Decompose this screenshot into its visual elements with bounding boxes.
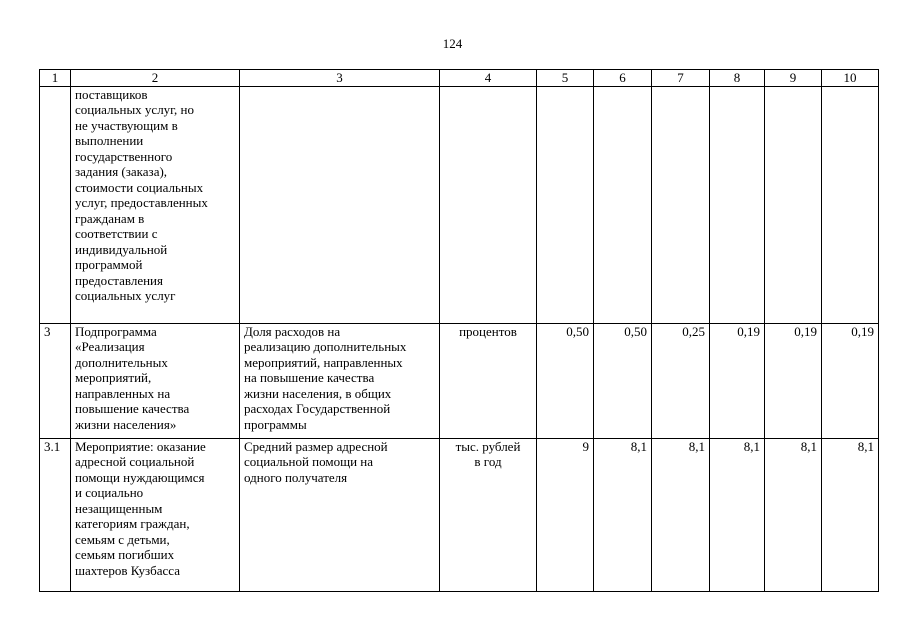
row-value-cell: 8,1 (652, 438, 710, 591)
header-cell: 3 (240, 70, 440, 87)
header-cell: 9 (765, 70, 822, 87)
row-value-cell: 0,50 (594, 323, 652, 438)
row-value-cell: 0,50 (537, 323, 594, 438)
row-name-cell: Подпрограмма «Реализация дополнительных мероприятий, направленных на повышение качества жизни населения» (71, 323, 240, 438)
table-row (40, 323, 879, 438)
row-value-cell (710, 86, 765, 323)
row-indicator-cell: Доля расходов на реализацию дополнительных мероприятий, направленных на повышение качества жизни населения, в общих расходах Государственной программы (240, 323, 440, 438)
row-value-cell (537, 86, 594, 323)
row-name-cell: поставщиков социальных услуг, но не участвующим в выполнении государственного задания (заказа), стоимости социальных услуг, предоставленных гражданам в соответствии с индивидуальной программой предоставления социальных услуг (71, 86, 240, 323)
header-cell: 10 (822, 70, 879, 87)
header-cell: 4 (440, 70, 537, 87)
row-value-cell: 9 (537, 438, 594, 591)
table-row (40, 438, 879, 591)
row-value-cell: 8,1 (710, 438, 765, 591)
row-value-cell: 8,1 (594, 438, 652, 591)
header-cell: 5 (537, 70, 594, 87)
row-value-cell: 0,19 (822, 323, 879, 438)
row-index-cell: 3 (40, 323, 71, 438)
row-unit-cell: тыс. рублей в год (440, 438, 537, 591)
row-indicator-cell (240, 86, 440, 323)
row-value-cell: 0,19 (765, 323, 822, 438)
header-cell: 8 (710, 70, 765, 87)
row-value-cell (594, 86, 652, 323)
row-value-cell: 8,1 (822, 438, 879, 591)
row-unit-cell (440, 86, 537, 323)
header-cell: 7 (652, 70, 710, 87)
row-indicator-cell: Средний размер адресной социальной помощи на одного получателя (240, 438, 440, 591)
row-index-cell: 3.1 (40, 438, 71, 591)
row-value-cell: 8,1 (765, 438, 822, 591)
row-unit-cell: процентов (440, 323, 537, 438)
row-value-cell (765, 86, 822, 323)
row-value-cell: 0,19 (710, 323, 765, 438)
table-row (40, 86, 879, 323)
row-value-cell: 0,25 (652, 323, 710, 438)
page-number: 124 (442, 36, 463, 51)
row-value-cell (822, 86, 879, 323)
row-value-cell (652, 86, 710, 323)
indicators-table (39, 69, 879, 592)
header-cell: 2 (71, 70, 240, 87)
header-cell: 1 (40, 70, 71, 87)
header-cell: 6 (594, 70, 652, 87)
row-index-cell (40, 86, 71, 323)
row-name-cell: Мероприятие: оказание адресной социальной помощи нуждающимся и социально незащищенным категориям граждан, семьям с детьми, семьям погибших шахтеров Кузбасса (71, 438, 240, 591)
table-header-row (40, 70, 879, 87)
